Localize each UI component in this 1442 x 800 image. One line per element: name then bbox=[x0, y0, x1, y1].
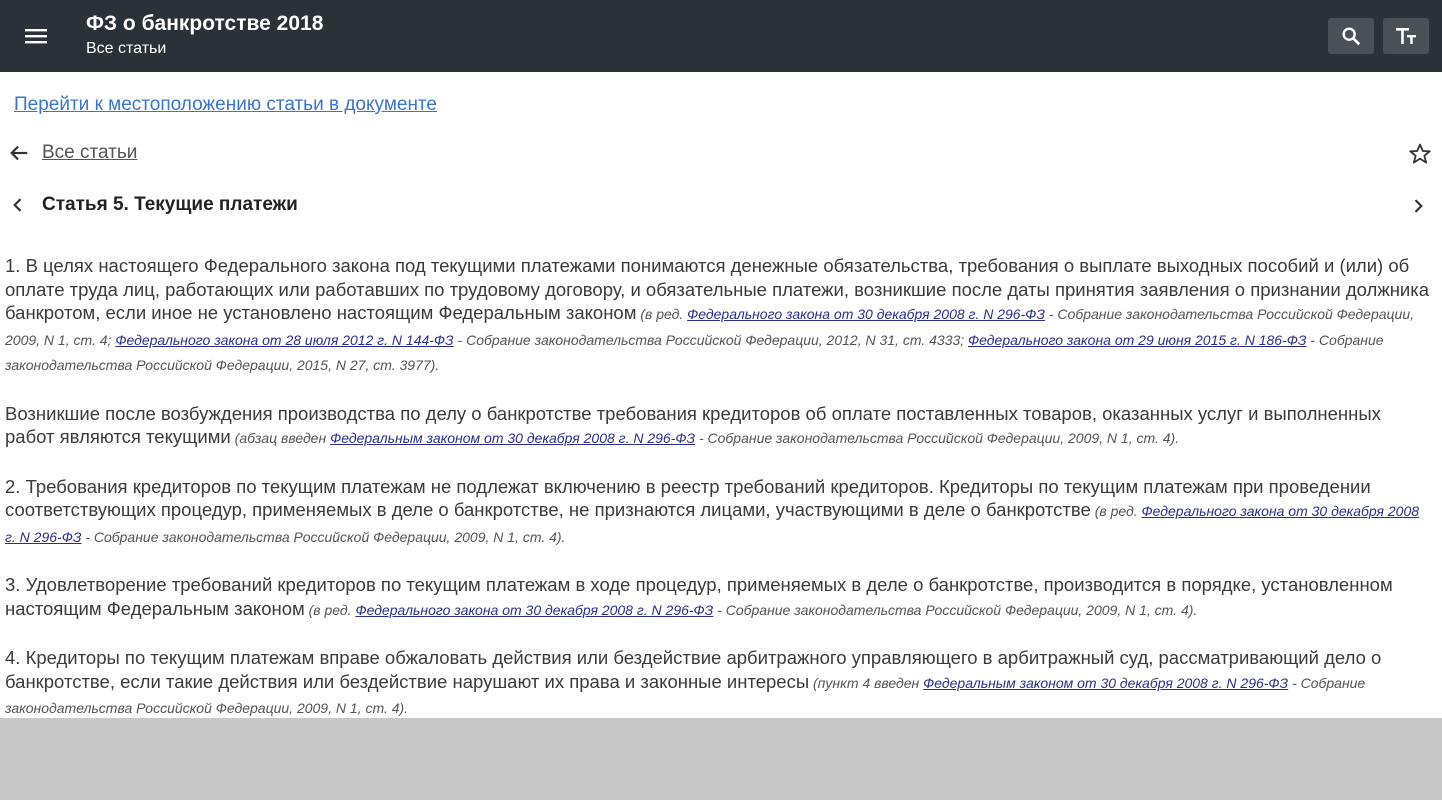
next-article-button[interactable] bbox=[1408, 196, 1428, 220]
law-link[interactable]: Федеральным законом от 30 декабря 2008 г. N 296-ФЗ bbox=[923, 674, 1289, 691]
note-source: - Собрание законодательства Российской Федерации, 2009, N 1, ст. 4). bbox=[81, 528, 566, 545]
law-link[interactable]: Федерального закона от 29 июня 2015 г. N 186-ФЗ bbox=[968, 331, 1307, 348]
app-bar bbox=[0, 0, 1442, 72]
amendment-note bbox=[231, 430, 1179, 446]
note-source: - Собрание законодательства Российской Федерации, 2009, N 1, ст. 4). bbox=[713, 601, 1198, 618]
law-link[interactable]: Федерального закона от 30 декабря 2008 г. N 296-ФЗ bbox=[687, 306, 1045, 322]
star-outline-icon bbox=[1408, 142, 1432, 166]
menu-button[interactable] bbox=[14, 16, 58, 56]
goto-location-link[interactable]: Перейти к местоположению статьи в документе bbox=[14, 94, 437, 115]
note-prefix: (в ред. bbox=[304, 601, 356, 618]
back-to-all-articles[interactable] bbox=[8, 142, 137, 164]
chevron-right-icon bbox=[1408, 196, 1428, 216]
article-content bbox=[0, 72, 1442, 718]
law-link[interactable]: Федерального закона от 30 декабря 2008 г. N 296-ФЗ bbox=[5, 503, 1420, 545]
note-source: - Собрание законодательства Российской Федерации, 2009, N 1, ст. 4). bbox=[695, 430, 1180, 446]
text-size-icon bbox=[1394, 25, 1418, 47]
paragraph-text: 3. Удовлетворение требований кредиторов по текущим платежам в ходе процедур, применяемых в деле о банкротстве, производится в порядке, установленном настоящим Федеральным законом bbox=[5, 574, 1393, 619]
article-title: Статья 5. Текущие платежи bbox=[42, 194, 298, 215]
article-header bbox=[8, 194, 298, 216]
law-link[interactable]: Федерального закона от 30 декабря 2008 г. N 296-ФЗ bbox=[355, 601, 714, 618]
back-label[interactable]: Все статьи bbox=[42, 142, 138, 163]
note-prefix: (абзац введен bbox=[230, 430, 331, 446]
paragraph bbox=[5, 475, 1433, 550]
note-prefix: (пункт 4 введен bbox=[809, 674, 924, 691]
amendment-note bbox=[305, 602, 1198, 618]
search-icon bbox=[1340, 25, 1362, 47]
paragraph bbox=[5, 254, 1433, 378]
article-body bbox=[5, 254, 1433, 718]
app-title: ФЗ о банкротстве 2018 bbox=[86, 12, 324, 35]
paragraph-text: Возникшие после возбуждения производства по делу о банкротстве требования кредиторов об оплате поставленных товаров, оказанных услуг и выполненных работ являются текущими bbox=[5, 402, 1381, 447]
hamburger-icon bbox=[24, 26, 48, 46]
paragraph bbox=[5, 573, 1433, 622]
app-subtitle: Все статьи bbox=[86, 40, 167, 57]
arrow-back-icon bbox=[8, 142, 30, 164]
text-size-button[interactable] bbox=[1383, 18, 1429, 54]
favorite-button[interactable] bbox=[1408, 142, 1432, 170]
note-source: - Собрание законодательства Российской Федерации, 2012, N 31, ст. 4333; bbox=[453, 331, 969, 348]
paragraph bbox=[5, 646, 1433, 718]
note-source: - Собрание законодательства Российской Федерации, 2015, N 27, ст. 3977). bbox=[5, 331, 1384, 373]
chevron-left-icon[interactable] bbox=[8, 195, 28, 215]
paragraph bbox=[5, 402, 1433, 451]
paragraph-text: 4. Кредиторы по текущим платежам вправе обжаловать действия или бездействие арбитражного управляющего в арбитражный суд, рассматривающий дело о банкротстве, если такие действия или бездействие нарушают их права и законные интересы bbox=[5, 647, 1382, 692]
note-prefix: (в ред. bbox=[636, 306, 688, 322]
law-link[interactable]: Федеральным законом от 30 декабря 2008 г. N 296-ФЗ bbox=[330, 430, 696, 446]
note-source: - Собрание законодательства Российской Федерации, 2009, N 1, ст. 4; bbox=[5, 306, 1414, 348]
law-link[interactable]: Федерального закона от 28 июля 2012 г. N 144-ФЗ bbox=[115, 331, 454, 348]
app-titles bbox=[86, 10, 323, 60]
search-button[interactable] bbox=[1328, 18, 1374, 54]
note-prefix: (в ред. bbox=[1090, 503, 1142, 519]
paragraph-text: 1. В целях настоящего Федерального закона под текущими платежами понимаются денежные обязательства, требования о выплате выходных пособий и (или) об оплате труда лиц, работающих или работавших по трудовому договору, и обязательные платежи, возникшие после даты принятия заявления о признании должника банкротом, если иное не установлено настоящим Федеральным законом bbox=[5, 255, 1430, 323]
paragraph-text: 2. Требования кредиторов по текущим платежам не подлежат включению в реестр требований кредиторов. Кредиторы по текущим платежам при проведении соответствующих процедур, применяемых в деле о банкротстве, не признаются лицами, участвующими в деле о банкротстве bbox=[5, 475, 1371, 520]
note-source: - Собрание законодательства Российской Федерации, 2009, N 1, ст. 4). bbox=[5, 674, 1366, 716]
